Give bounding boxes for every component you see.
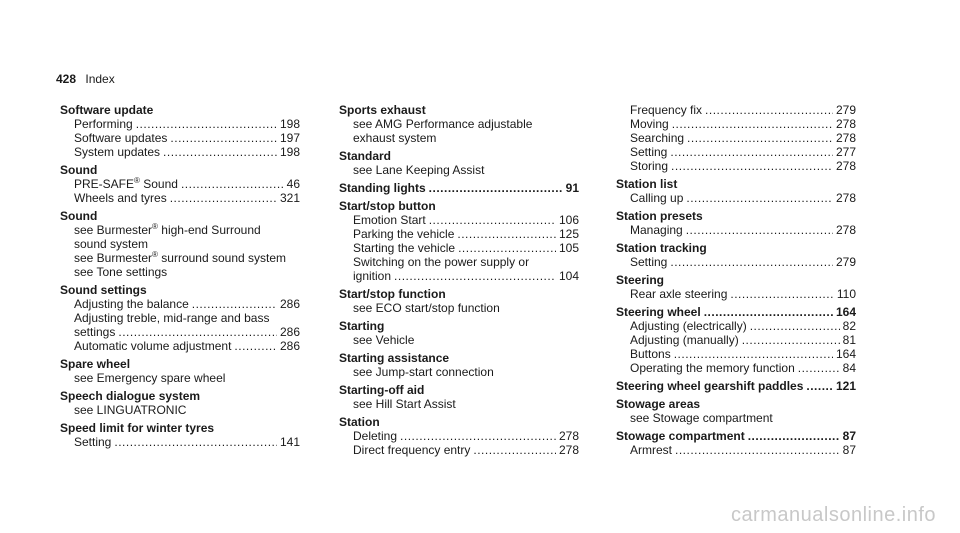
index-heading [616, 177, 856, 191]
index-heading [616, 241, 856, 255]
page-ref: 110 [836, 287, 856, 301]
page-header [56, 72, 115, 86]
leader-dots [806, 379, 833, 393]
page-ref: 84 [842, 361, 856, 375]
index-entry [339, 333, 579, 347]
entry-text: see ECO start/stop function [353, 301, 500, 315]
leader-dots [748, 429, 840, 443]
leader-dots [118, 325, 277, 339]
index-entry [339, 117, 579, 131]
index-heading [339, 415, 579, 429]
index-heading [60, 103, 300, 117]
entry-text: Armrest [630, 443, 672, 457]
entry-text: sound system [74, 237, 149, 251]
entry-text: settings [74, 325, 116, 339]
index-entry [616, 287, 856, 301]
index-entry [616, 443, 856, 457]
index-entry [339, 429, 579, 443]
page-ref: 286 [279, 339, 300, 353]
page-ref: 141 [279, 435, 300, 449]
index-entry [339, 163, 579, 177]
page-ref: 46 [286, 177, 300, 191]
entry-text: Starting the vehicle [353, 241, 456, 255]
entry-text: Wheels and tyres [74, 191, 167, 205]
entry-text: Station tracking [616, 241, 707, 255]
leader-dots [429, 181, 563, 195]
entry-text: Sports exhaust [339, 103, 426, 117]
entry-text: Calling up [630, 191, 684, 205]
entry-text: Software update [60, 103, 154, 117]
entry-text: Station list [616, 177, 678, 191]
index-entry [60, 223, 300, 237]
leader-dots [136, 117, 277, 131]
section-title: Index [85, 72, 115, 86]
entry-text: Speech dialogue system [60, 389, 201, 403]
index-entry [60, 339, 300, 353]
index-heading [616, 397, 856, 411]
index-entry [616, 319, 856, 333]
index-entry [60, 265, 300, 279]
index-heading [339, 319, 579, 333]
entry-text: Adjusting the balance [74, 297, 189, 311]
index-entry [60, 191, 300, 205]
page-ref: 277 [835, 145, 856, 159]
entry-text: Sound [60, 163, 98, 177]
page-ref: 198 [279, 117, 300, 131]
index-heading [60, 389, 300, 403]
page-ref: 198 [279, 145, 300, 159]
entry-text: see AMG Performance adjustable [353, 117, 533, 131]
entry-text: Starting assistance [339, 351, 450, 365]
entry-text: Parking the vehicle [353, 227, 455, 241]
leader-dots [114, 435, 277, 449]
leader-dots [742, 333, 840, 347]
index-entry [339, 443, 579, 457]
page-ref: 278 [835, 117, 856, 131]
entry-text: Spare wheel [60, 357, 131, 371]
index-entry [339, 213, 579, 227]
page-ref: 104 [558, 269, 579, 283]
index-entry [616, 159, 856, 173]
index-entry [339, 241, 579, 255]
entry-text: Adjusting (electrically) [630, 319, 747, 333]
entry-text: Stowage compartment [616, 429, 745, 443]
entry-text: Stowage areas [616, 397, 701, 411]
leader-dots [457, 227, 556, 241]
leader-dots [234, 339, 277, 353]
index-entry [60, 117, 300, 131]
index-entry [616, 411, 856, 425]
leader-dots [181, 177, 284, 191]
page-ref: 106 [558, 213, 579, 227]
entry-text: see Burmester® surround sound system [74, 251, 286, 265]
index-heading [339, 199, 579, 213]
entry-text: Direct frequency entry [353, 443, 471, 457]
index-heading [616, 379, 856, 393]
index-entry [339, 365, 579, 379]
index-heading [60, 209, 300, 223]
leader-dots [170, 191, 277, 205]
leader-dots [394, 269, 556, 283]
leader-dots [192, 297, 277, 311]
entry-text: see Hill Start Assist [353, 397, 456, 411]
entry-text: Adjusting (manually) [630, 333, 739, 347]
page-ref: 278 [835, 159, 856, 173]
index-column-2 [339, 103, 579, 457]
index-entry [616, 191, 856, 205]
entry-text: ignition [353, 269, 392, 283]
index-entry [339, 269, 579, 283]
index-entry [616, 131, 856, 145]
entry-text: Deleting [353, 429, 398, 443]
index-heading [60, 163, 300, 177]
index-entry [60, 325, 300, 339]
entry-text: Steering [616, 273, 665, 287]
index-entry [60, 177, 300, 191]
page-ref: 279 [835, 255, 856, 269]
entry-text: Software updates [74, 131, 168, 145]
entry-text: see Lane Keeping Assist [353, 163, 485, 177]
entry-text: PRE-SAFE® Sound [74, 177, 178, 191]
entry-text: see Jump-start connection [353, 365, 494, 379]
entry-text: Buttons [630, 347, 671, 361]
index-heading [339, 383, 579, 397]
entry-text: Steering wheel gearshift paddles [616, 379, 804, 393]
entry-text: Moving [630, 117, 669, 131]
entry-text: Start/stop button [339, 199, 436, 213]
index-entry [60, 371, 300, 385]
entry-text: Starting-off aid [339, 383, 425, 397]
page-ref: 91 [565, 181, 579, 195]
page-number: 428 [56, 72, 77, 86]
entry-text: see Burmester® high-end Surround [74, 223, 261, 237]
index-entry [339, 131, 579, 145]
index-heading [616, 429, 856, 443]
page-ref: 81 [842, 333, 856, 347]
index-entry [616, 361, 856, 375]
entry-text: Emotion Start [353, 213, 426, 227]
entry-text: Setting [630, 255, 668, 269]
index-entry [60, 435, 300, 449]
page-ref: 87 [842, 429, 856, 443]
entry-text: Searching [630, 131, 685, 145]
entry-text: Sound [60, 209, 98, 223]
entry-text: Setting [74, 435, 112, 449]
entry-text: Performing [74, 117, 133, 131]
leader-dots [400, 429, 556, 443]
entry-text: Station presets [616, 209, 703, 223]
index-heading [339, 149, 579, 163]
entry-text: Speed limit for winter tyres [60, 421, 215, 435]
leader-dots [473, 443, 556, 457]
index-heading [339, 181, 579, 195]
entry-text: see Stowage compartment [630, 411, 773, 425]
index-entry [616, 103, 856, 117]
index-entry [616, 347, 856, 361]
entry-text: Frequency fix [630, 103, 703, 117]
entry-text: Standard [339, 149, 392, 163]
page-ref: 278 [558, 443, 579, 457]
index-column-3 [616, 103, 856, 457]
index-heading [60, 421, 300, 435]
index-entry [339, 227, 579, 241]
page-ref: 87 [842, 443, 856, 457]
entry-text: Managing [630, 223, 683, 237]
leader-dots [798, 361, 840, 375]
leader-dots [705, 103, 833, 117]
leader-dots [671, 159, 833, 173]
page-ref: 278 [835, 223, 856, 237]
page-ref: 82 [842, 319, 856, 333]
leader-dots [730, 287, 833, 301]
entry-text: see Emergency spare wheel [74, 371, 226, 385]
index-entry [339, 255, 579, 269]
entry-text: Rear axle steering [630, 287, 728, 301]
index-heading [339, 351, 579, 365]
page-ref: 286 [279, 297, 300, 311]
index-heading [60, 357, 300, 371]
index-heading [616, 209, 856, 223]
index-entry [60, 311, 300, 325]
page-ref: 164 [835, 347, 856, 361]
page-ref: 278 [835, 191, 856, 205]
leader-dots [686, 223, 833, 237]
index-heading [339, 103, 579, 117]
leader-dots [674, 347, 833, 361]
index-entry [616, 255, 856, 269]
index-column-1 [60, 103, 300, 449]
page-ref: 321 [279, 191, 300, 205]
leader-dots [670, 145, 833, 159]
entry-text: Adjusting treble, mid-range and bass [74, 311, 270, 325]
page-ref: 278 [835, 131, 856, 145]
entry-text: see Tone settings [74, 265, 168, 279]
index-entry [616, 145, 856, 159]
entry-text: Switching on the power supply or [353, 255, 530, 269]
leader-dots [458, 241, 556, 255]
entry-text: System updates [74, 145, 161, 159]
entry-text: Start/stop function [339, 287, 446, 301]
index-entry [60, 131, 300, 145]
page-ref: 105 [558, 241, 579, 255]
index-entry [60, 237, 300, 251]
index-entry [60, 145, 300, 159]
index-heading [616, 305, 856, 319]
leader-dots [686, 191, 833, 205]
leader-dots [687, 131, 833, 145]
index-heading [60, 283, 300, 297]
index-entry [60, 297, 300, 311]
index-heading [339, 287, 579, 301]
entry-text: exhaust system [353, 131, 437, 145]
leader-dots [675, 443, 840, 457]
page-ref: 121 [835, 379, 856, 393]
entry-text: Standing lights [339, 181, 426, 195]
entry-text: Operating the memory function [630, 361, 795, 375]
entry-text: Steering wheel [616, 305, 701, 319]
index-entry [616, 223, 856, 237]
index-heading [616, 273, 856, 287]
entry-text: Storing [630, 159, 669, 173]
page-ref: 164 [835, 305, 856, 319]
entry-text: see Vehicle [353, 333, 415, 347]
page-ref: 279 [835, 103, 856, 117]
leader-dots [672, 117, 833, 131]
index-entry [60, 403, 300, 417]
entry-text: Automatic volume adjustment [74, 339, 232, 353]
page-ref: 278 [558, 429, 579, 443]
leader-dots [670, 255, 833, 269]
leader-dots [163, 145, 277, 159]
page-ref: 197 [279, 131, 300, 145]
leader-dots [704, 305, 833, 319]
page-ref: 286 [279, 325, 300, 339]
index-entry [60, 251, 300, 265]
leader-dots [750, 319, 840, 333]
entry-text: Sound settings [60, 283, 147, 297]
entry-text: see LINGUATRONIC [74, 403, 187, 417]
index-entry [616, 117, 856, 131]
entry-text: Setting [630, 145, 668, 159]
index-entry [339, 301, 579, 315]
leader-dots [429, 213, 556, 227]
entry-text: Station [339, 415, 380, 429]
index-entry [616, 333, 856, 347]
page-ref: 125 [558, 227, 579, 241]
watermark: carmanualsonline.info [730, 504, 936, 526]
entry-text: Starting [339, 319, 385, 333]
leader-dots [170, 131, 277, 145]
index-entry [339, 397, 579, 411]
